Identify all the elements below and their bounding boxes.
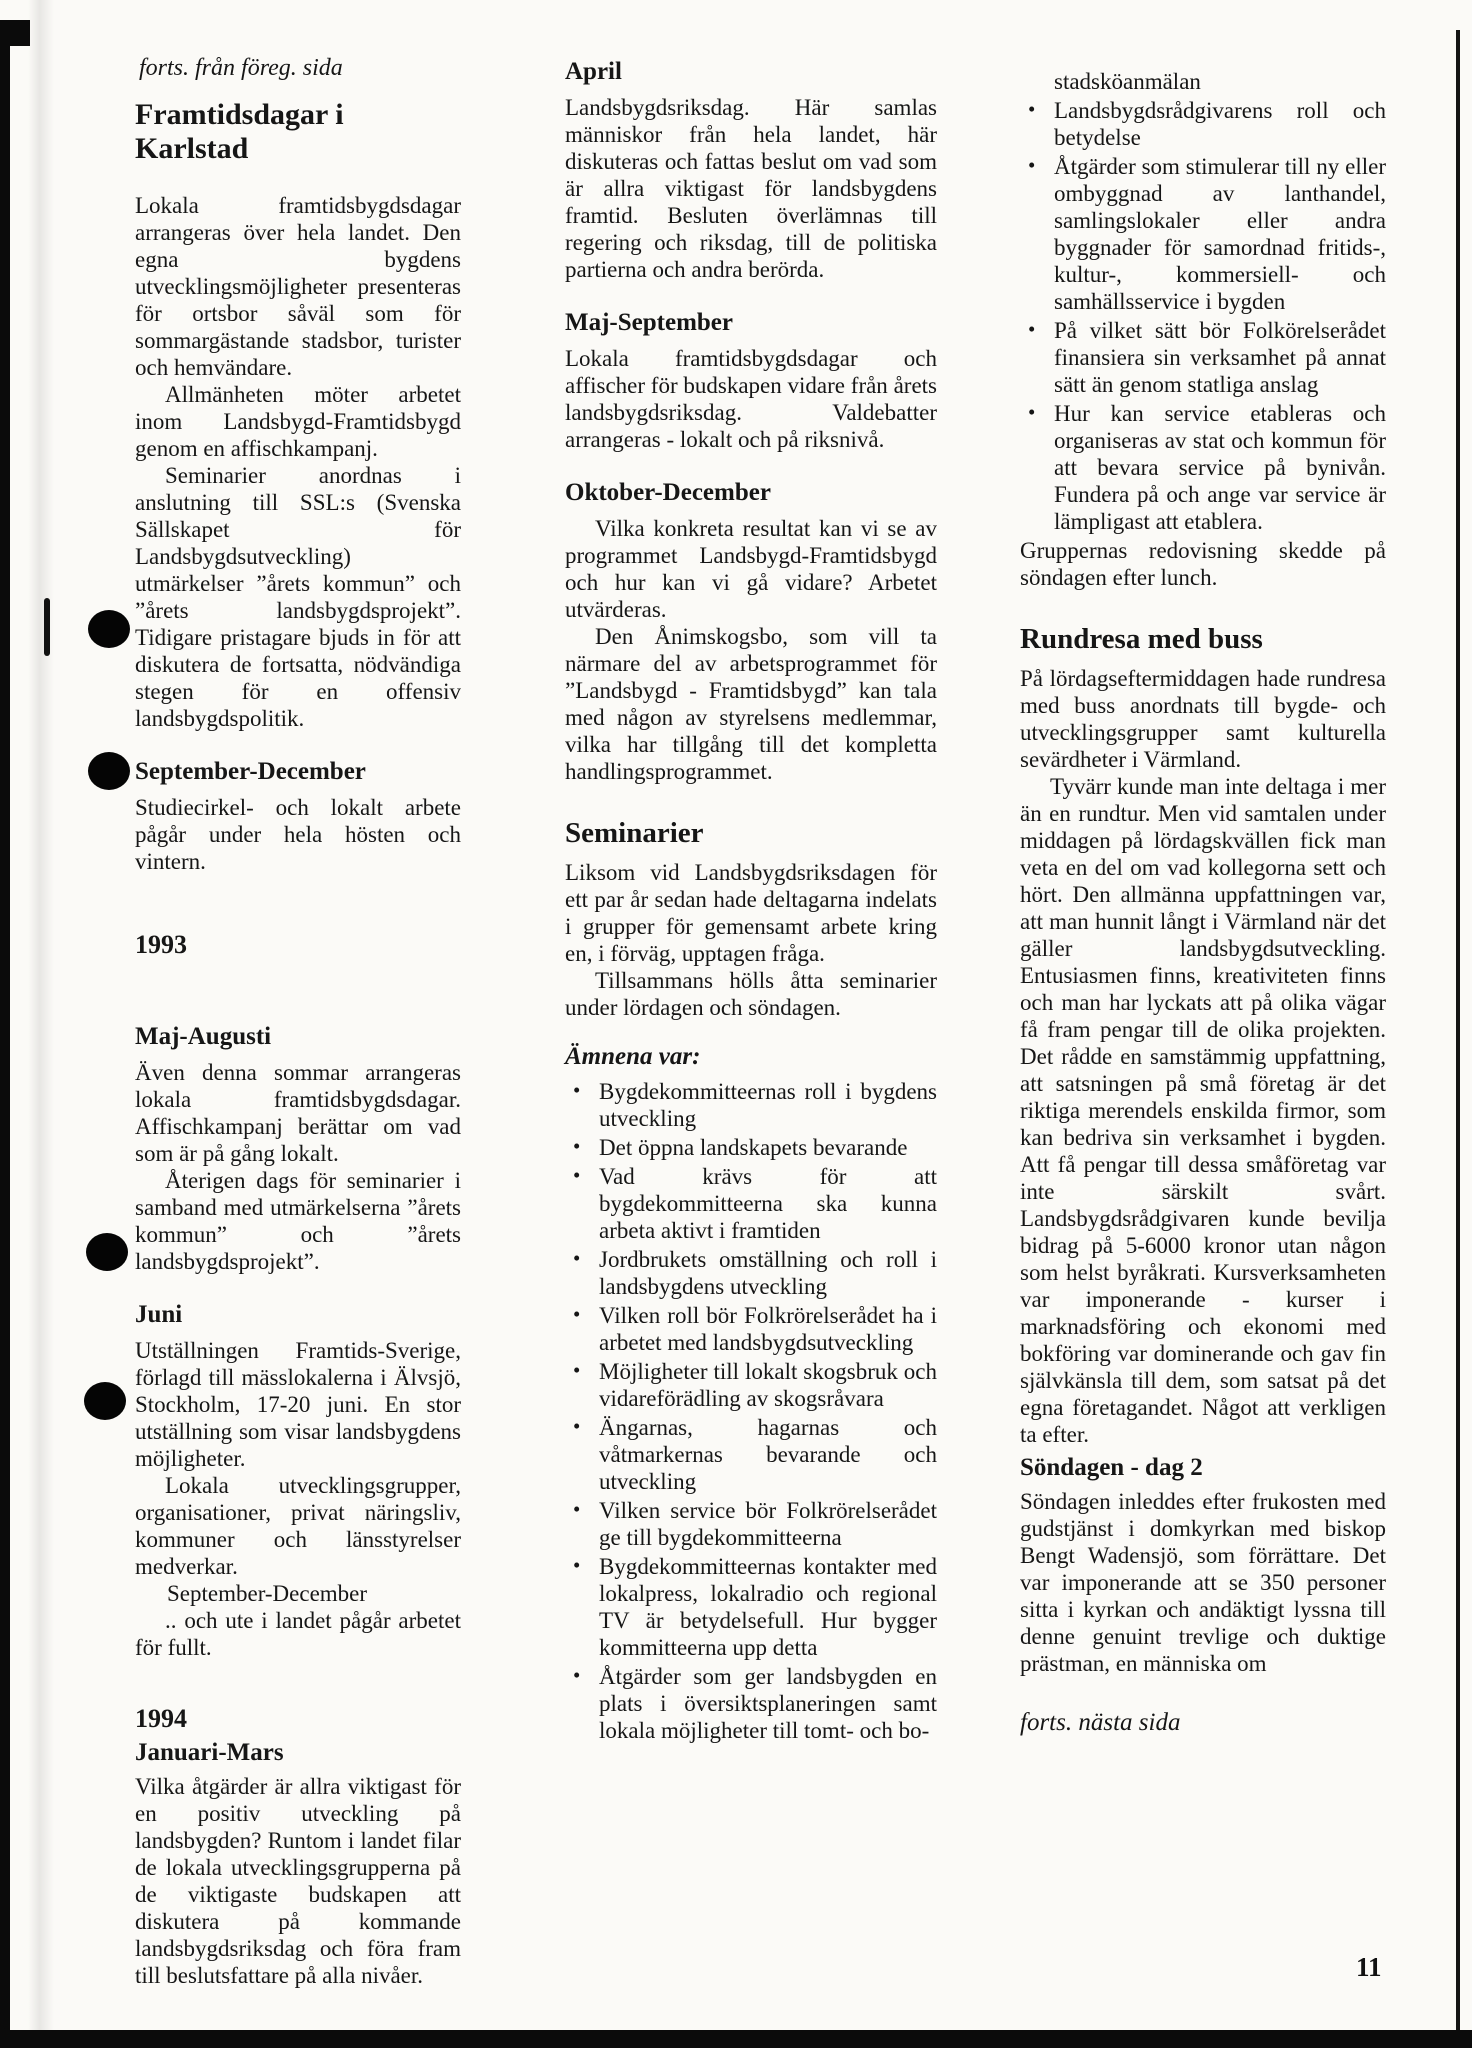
bullet-item — [565, 1553, 937, 1661]
h2: Maj-Augusti — [135, 1023, 272, 1050]
h2: Maj-September — [565, 309, 733, 336]
para-indent: Återigen dags för seminarier i samband med utmärkelserna ”årets kommun” och ”årets landsbygdsprojekt”. — [135, 1168, 461, 1274]
bullet-text: Bygdekommitteernas kontakter med lokalpress, lokalradio och regional TV är betydelsefull. Hur bygger kommitteerna upp detta — [599, 1554, 937, 1660]
bullet-list — [1020, 97, 1386, 535]
para: På lördagseftermiddagen hade rundresa med buss anordnats till bygde- och utvecklingsgrupper samt kulturella sevärdheter i Värmland. — [1020, 666, 1386, 772]
bullet-item — [565, 1414, 937, 1495]
bullet-icon: • — [1028, 317, 1036, 341]
bullet-icon: • — [573, 1246, 581, 1270]
bullet-icon: • — [573, 1302, 581, 1326]
bullet-item — [1020, 317, 1386, 398]
para-indent: Den Ånimskogsbo, som vill ta närmare del av arbetsprogrammet för ”Landsbygd - Framtidsbygd” kan tala med någon av styrelsens medlemmar, vilka har tillgång till det kompletta handlingsprogrammet. — [565, 624, 937, 784]
bullet-icon: • — [573, 1134, 581, 1158]
bullet-item — [565, 1663, 937, 1744]
para: Lokala framtidsbygdsdagar arrangeras över hela landet. Den egna bygdens utvecklingsmöjligheter presenteras för ortsbor såväl som för sommargästande stadsbor, turister och hemvändare. — [135, 193, 461, 380]
title: Framtidsdagar i Karlstad — [135, 98, 344, 165]
para: Landsbygdsriksdag. Här samlas människor från hela landet, här diskuteras och fattas beslut om vad som är allra viktigast för landsbygdens framtid. Besluten överlämnas till regering och riksdag, till de politiska partierna och andra berörda. — [565, 95, 937, 282]
bullet-text: Åtgärder som ger landsbygden en plats i översiktsplaneringen samt lokala möjligheter till tomt- och bo- — [599, 1664, 937, 1743]
hole-punch-dot — [88, 610, 130, 648]
bullet-item — [565, 1246, 937, 1300]
para: Även denna sommar arrangeras lokala framtidsbygdsdagar. Affischkampanj berättar om vad som är på gång lokalt. — [135, 1060, 461, 1166]
h2-tight: Söndagen - dag 2 — [1020, 1454, 1203, 1481]
para: Gruppernas redovisning skedde på söndagen efter lunch. — [1020, 538, 1386, 590]
bullet-item — [565, 1497, 937, 1551]
h2-first: April — [565, 58, 622, 85]
text-column-left — [135, 55, 461, 1989]
year-solo: 1993 — [135, 930, 187, 959]
bullet-text: Möjligheter till lokalt skogsbruk och vidareförädling av skogsråvara — [599, 1359, 937, 1411]
hole-punch-dot — [86, 1233, 128, 1271]
h1: Seminarier — [565, 817, 704, 849]
bullet-item — [565, 1078, 937, 1132]
bullet-icon: • — [573, 1414, 581, 1438]
bullet-icon: • — [573, 1663, 581, 1687]
para: Lokala framtidsbygdsdagar och affischer för budskapen vidare från årets landsbygdsriksdag. Valdebatter arrangeras - lokalt och på riksnivå. — [565, 346, 937, 452]
para: Söndagen inleddes efter frukosten med gudstjänst i domkyrkan med biskop Bengt Wadensjö, som förrättare. Det var imponerande att se 350 personer sitta i kyrkan och andäktigt lyssna till denne genuint trevlige och duktige prästman, en människa om — [1020, 1489, 1386, 1676]
para-indent: Allmänheten möter arbetet inom Landsbygd-Framtidsbygd genom en affischkampanj. — [135, 382, 461, 461]
bullet-text: Åtgärder som stimulerar till ny eller ombyggnad av lanthandel, samlingslokaler eller andra byggnader för samordnad fritids-, kultur-, kommersiell- och samhällsservice i bygden — [1054, 154, 1386, 314]
bullet-icon: • — [573, 1553, 581, 1577]
bullet-text: På vilket sätt bör Folkörelserådet finansiera sin verksamhet på annat sätt än genom statliga anslag — [1054, 318, 1386, 397]
bullet-icon: • — [573, 1078, 581, 1102]
bullet-item — [565, 1134, 937, 1161]
h2: September-December — [135, 758, 366, 785]
h2: Oktober-December — [565, 479, 771, 506]
para: Studiecirkel- och lokalt arbete pågår under hela hösten och vintern. — [135, 795, 461, 874]
bullet-icon: • — [1028, 153, 1036, 177]
bullet-item — [565, 1302, 937, 1356]
hole-punch-dot — [84, 1382, 126, 1420]
bullet-text: Ängarnas, hagarnas och våtmarkernas bevarande och utveckling — [599, 1415, 937, 1494]
page-number: 11 — [1356, 1952, 1382, 1982]
bullet-text: Landsbygdsrådgivarens roll och betydelse — [1054, 98, 1386, 150]
para: Liksom vid Landsbygdsriksdagen för ett par år sedan hade deltagarna indelats i grupper för gemensamt arbete kring en, i förväg, upptagen fråga. — [565, 860, 937, 966]
h2: Juni — [135, 1301, 183, 1328]
bullet-item — [1020, 400, 1386, 535]
lead-italic: Ämnena var: — [565, 1043, 701, 1070]
h1: Rundresa med buss — [1020, 623, 1263, 655]
para-indent: Seminarier anordnas i anslutning till SSL:s (Svenska Sällskapet för Landsbygdsutveckling) utmärkelser ”årets kommun” och ”årets landsbygdsprojekt”. Tidigare pristagare bjuds in för att diskutera de fortsatta, nödvändiga stegen för en offensiv landsbygdspolitik. — [135, 463, 461, 731]
bullet-icon: • — [573, 1163, 581, 1187]
hole-punch-dot — [88, 752, 130, 790]
bullet-icon: • — [1028, 97, 1036, 121]
para-indent: Tyvärr kunde man inte deltaga i mer än en rundtur. Men vid samtalen under middagen på lördagskvällen fick man veta en del om vad kollegorna sett och hört. Den allmänna uppfattningen var, att man hunnit långt i Värmland när det gäller landsbygdsutveckling. Entusiasmen finns, kreativiteten finns och man har lyckats att på olika vägar få fram pengar till de olika projekten. Det rådde en samstämmig uppfattning, att satsningen på små företag är det riktiga merendels enskilda firmor, som kan bedriva sin verksamhet i bygden. Att få pengar till dessa småföretag var inte särskilt svårt. Landsbygdsrådgivaren kunde bevilja bidrag på 5-6000 kronor utan någon som helst byråkrati. Kursverksamheten var imponerande - kurser i marknadsföring och ekonomi med bokföring var dominerande och gav fin självkänsla till dem, som satsat på det egna företagandet. Något att verkligen ta efter. — [1020, 774, 1386, 1447]
page-fold-shadow — [28, 0, 54, 2048]
text-column-right — [1020, 68, 1386, 1736]
scan-edge-corner — [0, 20, 30, 46]
text-column-middle — [565, 58, 937, 1746]
bullet-item — [565, 1163, 937, 1244]
cont-note: forts. från föreg. sida — [139, 55, 343, 81]
para-indent: .. och ute i landet pågår arbetet för fullt. — [135, 1608, 461, 1660]
bullet-text: Jordbrukets omställning och roll i landsbygdens utveckling — [599, 1247, 937, 1299]
bullet-item — [1020, 97, 1386, 151]
year: 1994 — [135, 1704, 187, 1733]
scan-edge-right — [1456, 30, 1460, 2048]
h2-tight: Januari-Mars — [135, 1739, 284, 1766]
plain-indent: September-December — [167, 1581, 368, 1606]
bullet-text: Vilken roll bör Folkrörelserådet ha i arbetet med landsbygdsutveckling — [599, 1303, 937, 1355]
bullet-item — [1020, 153, 1386, 315]
bullet-cont: stadsköanmälan — [1054, 69, 1201, 94]
scan-edge-left — [0, 20, 10, 2048]
bullet-text: Det öppna landskapets bevarande — [599, 1135, 908, 1160]
bullet-text: Hur kan service etableras och organiseras av stat och kommun för att bevara service på bynivån. Fundera på och ange var service är lämpligast att etablera. — [1054, 401, 1386, 534]
bullet-icon: • — [1028, 400, 1036, 424]
bullet-list — [565, 1078, 937, 1744]
bullet-text: Bygdekommitteernas roll i bygdens utveckling — [599, 1079, 937, 1131]
bullet-icon: • — [573, 1358, 581, 1382]
para: Utställningen Framtids-Sverige, förlagd till mässlokalerna i Älvsjö, Stockholm, 17-20 juni. En stor utställning som visar landsbygdens möjligheter. — [135, 1338, 461, 1471]
para-indent: Vilka konkreta resultat kan vi se av programmet Landsbygd-Framtidsbygd och hur kan vi gå vidare? Arbetet utvärderas. — [565, 516, 937, 622]
para-indent: Lokala utvecklingsgrupper, organisationer, privat näringsliv, kommuner och länsstyrelser medverkar. — [135, 1473, 461, 1579]
bullet-text: Vilken service bör Folkrörelserådet ge till bygdekommitteerna — [599, 1498, 937, 1550]
para-indent: Tillsammans hölls åtta seminarier under lördagen och söndagen. — [565, 968, 937, 1020]
para: Vilka åtgärder är allra viktigast för en positiv utveckling på landsbygden? Runtom i landet filar de lokala utvecklingsgrupperna på de viktigaste budskapen att diskutera på kommande landsbygdsriksdag och föra fram till beslutsfattare på alla nivåer. — [135, 1774, 461, 1988]
bullet-item — [565, 1358, 937, 1412]
bullet-icon: • — [573, 1497, 581, 1521]
bullet-text: Vad krävs för att bygdekommitteerna ska kunna arbeta aktivt i framtiden — [599, 1164, 937, 1243]
scan-edge-bottom — [0, 2030, 1472, 2048]
forts-next: forts. nästa sida — [1020, 1709, 1181, 1736]
scan-mark-dash — [44, 598, 50, 656]
